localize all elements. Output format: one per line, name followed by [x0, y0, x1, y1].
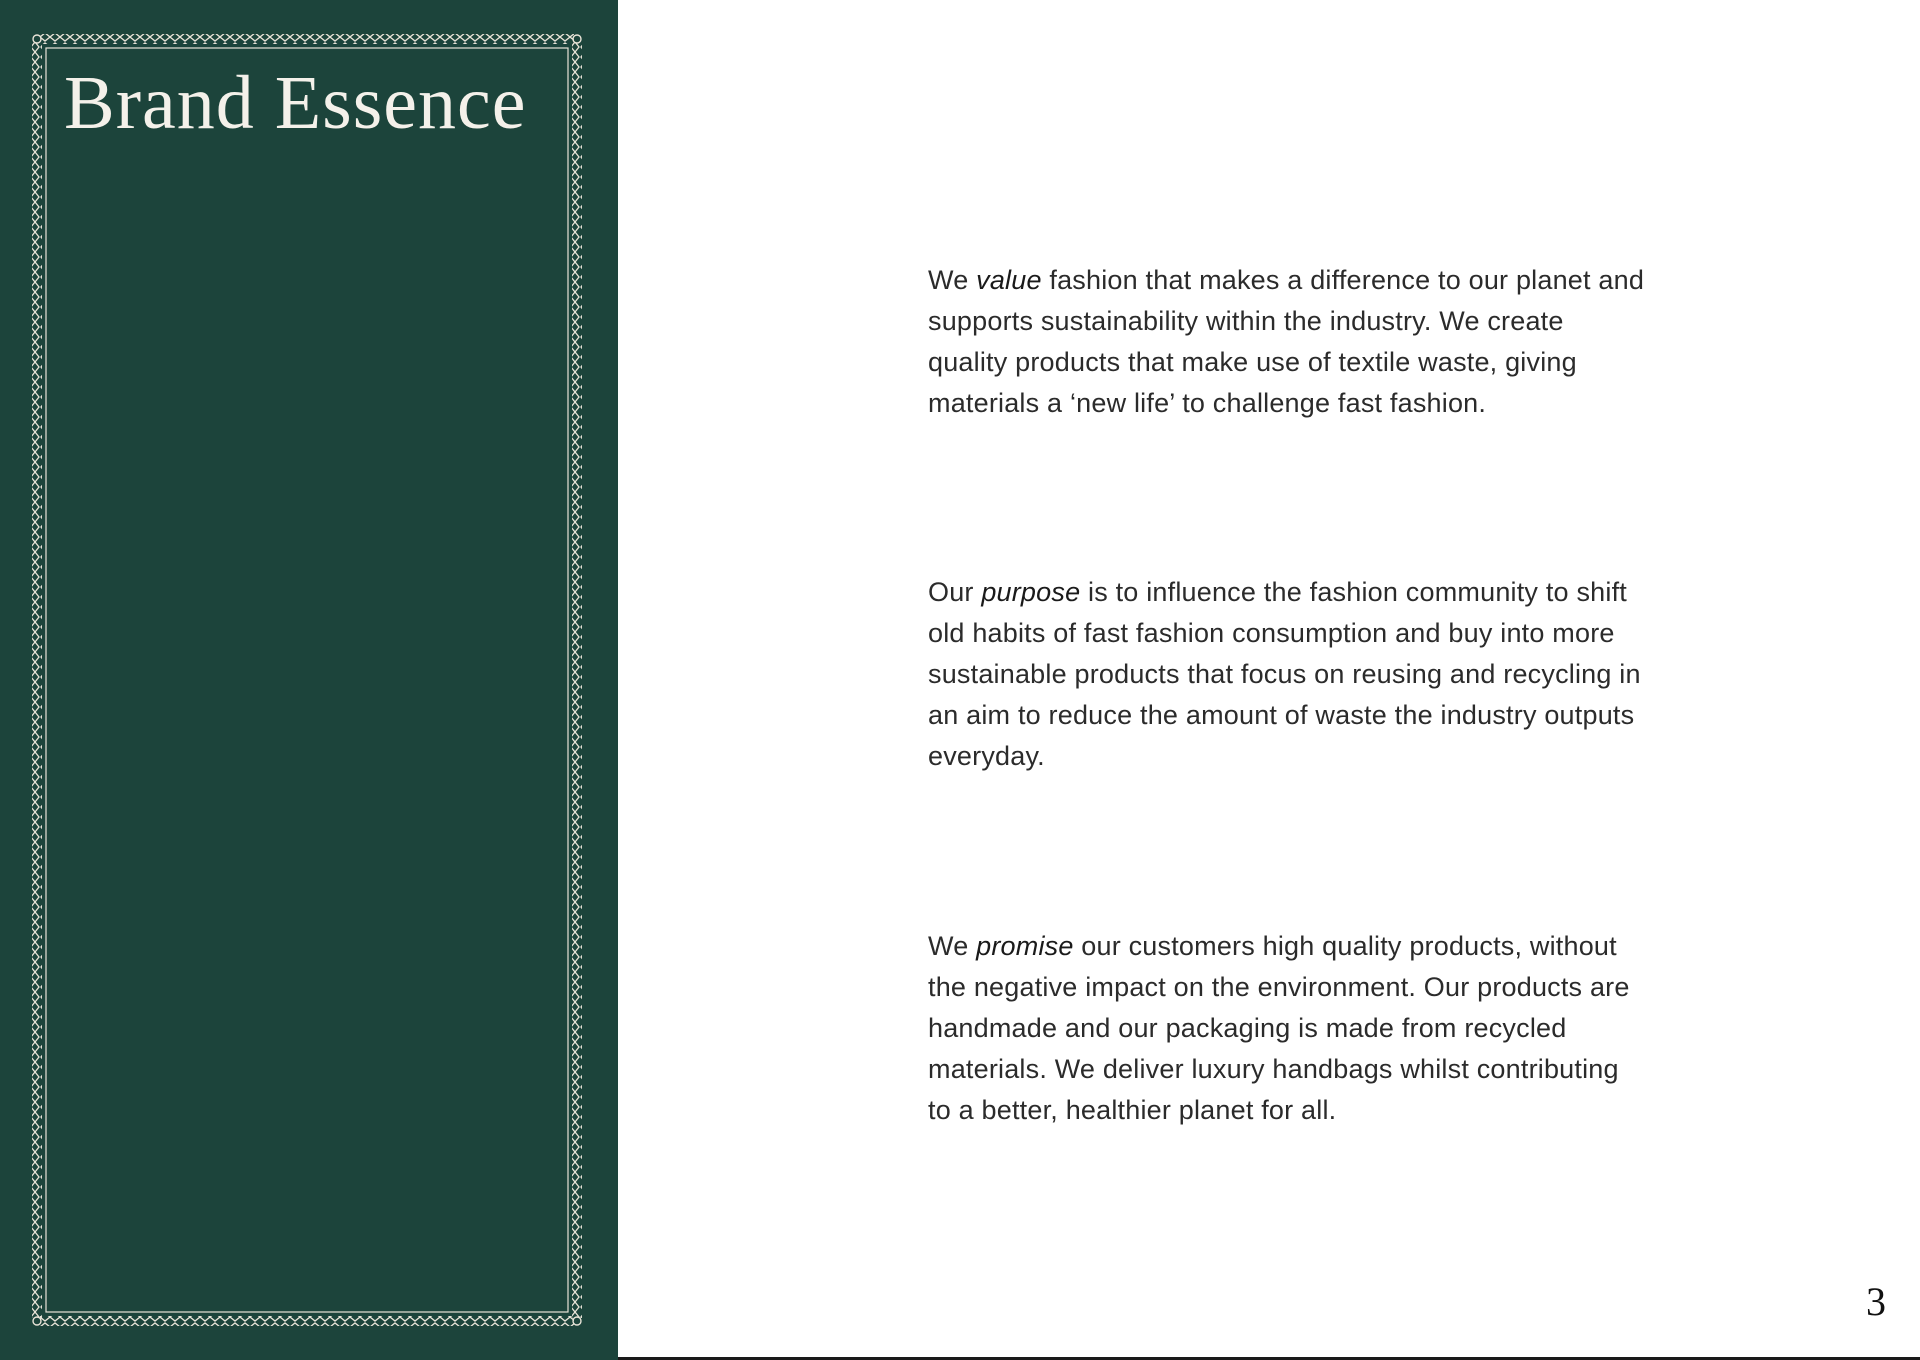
value-lead-text: We: [928, 265, 977, 295]
purpose-lead-text: Our: [928, 577, 982, 607]
page-title: Brand Essence: [64, 61, 527, 145]
ornate-border-icon: [30, 32, 584, 1328]
promise-paragraph: [928, 926, 1648, 1131]
purpose-paragraph: [928, 572, 1648, 777]
promise-body-text: our customers high quality products, without the negative impact on the environment. Our products are handmade and our packaging is made from recycled materials. We deliver luxury handbags whilst contributing to a better, healthier planet for all.: [928, 931, 1630, 1125]
value-body-text: fashion that makes a difference to our planet and supports sustainability within the industry. We create quality products that make use of textile waste, giving materials a ‘new life’ to challenge fast fashion.: [928, 265, 1645, 418]
promise-lead-text: We: [928, 931, 977, 961]
purpose-body-text: is to influence the fashion community to shift old habits of fast fashion consumption and buy into more sustainable products that focus on reusing and recycling in an aim to reduce the amount of waste the industry outputs everyday.: [928, 577, 1641, 771]
value-keyword: value: [976, 265, 1042, 295]
promise-keyword: promise: [976, 931, 1074, 961]
value-paragraph: [928, 260, 1648, 424]
purpose-keyword: purpose: [981, 577, 1081, 607]
page-number: 3: [1866, 1279, 1886, 1324]
brand-sidebar-panel: [0, 0, 618, 1360]
